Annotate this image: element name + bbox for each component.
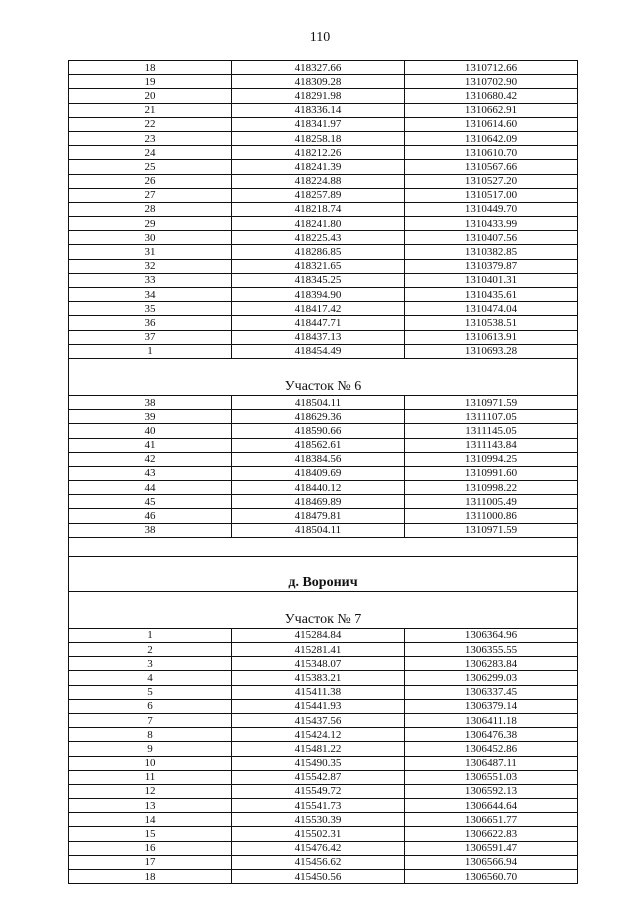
point-number-cell: 30: [69, 231, 232, 245]
y-coordinate-cell: 1310642.09: [405, 131, 578, 145]
point-number-cell: 14: [69, 813, 232, 827]
x-coordinate-cell: 418384.56: [232, 452, 405, 466]
x-coordinate-cell: 418590.66: [232, 424, 405, 438]
x-coordinate-cell: 418241.80: [232, 217, 405, 231]
table-row: [69, 117, 578, 131]
table-row: [69, 466, 578, 480]
table-row: [69, 188, 578, 202]
y-coordinate-cell: 1306379.14: [405, 699, 578, 713]
table-row: [69, 160, 578, 174]
point-number-cell: 44: [69, 481, 232, 495]
table-row: [69, 245, 578, 259]
point-number-cell: 40: [69, 424, 232, 438]
y-coordinate-cell: 1306592.13: [405, 784, 578, 798]
x-coordinate-cell: 415411.38: [232, 685, 405, 699]
coordinates-table: [68, 60, 578, 884]
table-block-1: [69, 61, 578, 359]
point-number-cell: 45: [69, 495, 232, 509]
table-row: [69, 344, 578, 358]
y-coordinate-cell: 1306299.03: [405, 671, 578, 685]
y-coordinate-cell: 1310382.85: [405, 245, 578, 259]
y-coordinate-cell: 1310610.70: [405, 146, 578, 160]
x-coordinate-cell: 418241.39: [232, 160, 405, 174]
page-number: 110: [309, 30, 331, 45]
x-coordinate-cell: 418212.26: [232, 146, 405, 160]
point-number-cell: 6: [69, 699, 232, 713]
table-row: [69, 217, 578, 231]
x-coordinate-cell: 418321.65: [232, 259, 405, 273]
x-coordinate-cell: 418504.11: [232, 395, 405, 409]
table-row: [69, 452, 578, 466]
table-row: [69, 288, 578, 302]
table-row: [69, 713, 578, 727]
point-number-cell: 19: [69, 75, 232, 89]
x-coordinate-cell: 418469.89: [232, 495, 405, 509]
table-row: [69, 395, 578, 409]
x-coordinate-cell: 418447.71: [232, 316, 405, 330]
y-coordinate-cell: 1310433.99: [405, 217, 578, 231]
point-number-cell: 41: [69, 438, 232, 452]
point-number-cell: 38: [69, 523, 232, 537]
y-coordinate-cell: 1310407.56: [405, 231, 578, 245]
point-number-cell: 8: [69, 728, 232, 742]
point-number-cell: 20: [69, 89, 232, 103]
point-number-cell: 3: [69, 657, 232, 671]
point-number-cell: 26: [69, 174, 232, 188]
y-coordinate-cell: 1310971.59: [405, 523, 578, 537]
point-number-cell: 34: [69, 288, 232, 302]
x-coordinate-cell: 418218.74: [232, 202, 405, 216]
y-coordinate-cell: 1310613.91: [405, 330, 578, 344]
table-row: [69, 870, 578, 884]
y-coordinate-cell: 1306487.11: [405, 756, 578, 770]
y-coordinate-cell: 1306476.38: [405, 728, 578, 742]
x-coordinate-cell: 418225.43: [232, 231, 405, 245]
table-row: [69, 827, 578, 841]
y-coordinate-cell: 1306355.55: [405, 643, 578, 657]
point-number-cell: 28: [69, 202, 232, 216]
x-coordinate-cell: 418336.14: [232, 103, 405, 117]
point-number-cell: 2: [69, 643, 232, 657]
table-section-7: [69, 628, 578, 883]
table-row: [69, 657, 578, 671]
table-row: [69, 728, 578, 742]
y-coordinate-cell: 1310567.66: [405, 160, 578, 174]
table-row: [69, 330, 578, 344]
y-coordinate-cell: 1310693.28: [405, 344, 578, 358]
y-coordinate-cell: 1306644.64: [405, 799, 578, 813]
point-number-cell: 22: [69, 117, 232, 131]
table-row: [69, 316, 578, 330]
point-number-cell: 12: [69, 784, 232, 798]
point-number-cell: 9: [69, 742, 232, 756]
x-coordinate-cell: 418440.12: [232, 481, 405, 495]
table-row: [69, 509, 578, 523]
point-number-cell: 42: [69, 452, 232, 466]
table-section-6: [69, 395, 578, 537]
x-coordinate-cell: 415481.22: [232, 742, 405, 756]
table-row: [69, 174, 578, 188]
y-coordinate-cell: 1310614.60: [405, 117, 578, 131]
x-coordinate-cell: 418504.11: [232, 523, 405, 537]
y-coordinate-cell: 1310680.42: [405, 89, 578, 103]
y-coordinate-cell: 1311145.05: [405, 424, 578, 438]
point-number-cell: 7: [69, 713, 232, 727]
x-coordinate-cell: 415541.73: [232, 799, 405, 813]
section-7-title: Участок № 7: [69, 591, 578, 628]
table-row: [69, 643, 578, 657]
village-title: д. Воронич: [69, 556, 578, 591]
table-row: [69, 685, 578, 699]
table-row: [69, 131, 578, 145]
table-row: [69, 855, 578, 869]
point-number-cell: 1: [69, 344, 232, 358]
table-row: [69, 103, 578, 117]
x-coordinate-cell: 415490.35: [232, 756, 405, 770]
x-coordinate-cell: 418345.25: [232, 273, 405, 287]
x-coordinate-cell: 418257.89: [232, 188, 405, 202]
y-coordinate-cell: 1306560.70: [405, 870, 578, 884]
y-coordinate-cell: 1311000.86: [405, 509, 578, 523]
table-row: [69, 628, 578, 642]
point-number-cell: 33: [69, 273, 232, 287]
table-row: [69, 61, 578, 75]
x-coordinate-cell: 418327.66: [232, 61, 405, 75]
point-number-cell: 11: [69, 770, 232, 784]
x-coordinate-cell: 418341.97: [232, 117, 405, 131]
x-coordinate-cell: 415450.56: [232, 870, 405, 884]
y-coordinate-cell: 1310662.91: [405, 103, 578, 117]
point-number-cell: 18: [69, 61, 232, 75]
table-row: [69, 424, 578, 438]
point-number-cell: 4: [69, 671, 232, 685]
x-coordinate-cell: 415284.84: [232, 628, 405, 642]
point-number-cell: 18: [69, 870, 232, 884]
point-number-cell: 5: [69, 685, 232, 699]
y-coordinate-cell: 1306452.86: [405, 742, 578, 756]
y-coordinate-cell: 1310971.59: [405, 395, 578, 409]
point-number-cell: 25: [69, 160, 232, 174]
x-coordinate-cell: 415441.93: [232, 699, 405, 713]
y-coordinate-cell: 1310435.61: [405, 288, 578, 302]
table-row: [69, 813, 578, 827]
x-coordinate-cell: 418258.18: [232, 131, 405, 145]
x-coordinate-cell: 415281.41: [232, 643, 405, 657]
y-coordinate-cell: 1310527.20: [405, 174, 578, 188]
point-number-cell: 32: [69, 259, 232, 273]
table-row: [69, 841, 578, 855]
point-number-cell: 1: [69, 628, 232, 642]
point-number-cell: 43: [69, 466, 232, 480]
point-number-cell: 37: [69, 330, 232, 344]
table-row: [69, 89, 578, 103]
table-row: [69, 75, 578, 89]
x-coordinate-cell: 418224.88: [232, 174, 405, 188]
x-coordinate-cell: 415437.56: [232, 713, 405, 727]
x-coordinate-cell: 418409.69: [232, 466, 405, 480]
table-row: [69, 784, 578, 798]
y-coordinate-cell: 1310712.66: [405, 61, 578, 75]
point-number-cell: 29: [69, 217, 232, 231]
section-6-header: [69, 358, 578, 395]
table-row: [69, 273, 578, 287]
table-row: [69, 231, 578, 245]
x-coordinate-cell: 415502.31: [232, 827, 405, 841]
point-number-cell: 24: [69, 146, 232, 160]
x-coordinate-cell: 418454.49: [232, 344, 405, 358]
y-coordinate-cell: 1306566.94: [405, 855, 578, 869]
x-coordinate-cell: 418394.90: [232, 288, 405, 302]
x-coordinate-cell: 415383.21: [232, 671, 405, 685]
point-number-cell: 15: [69, 827, 232, 841]
table-row: [69, 699, 578, 713]
y-coordinate-cell: 1310449.70: [405, 202, 578, 216]
point-number-cell: 36: [69, 316, 232, 330]
x-coordinate-cell: 415456.62: [232, 855, 405, 869]
x-coordinate-cell: 415549.72: [232, 784, 405, 798]
x-coordinate-cell: 418417.42: [232, 302, 405, 316]
y-coordinate-cell: 1306411.18: [405, 713, 578, 727]
table-row: [69, 799, 578, 813]
y-coordinate-cell: 1310991.60: [405, 466, 578, 480]
y-coordinate-cell: 1310474.04: [405, 302, 578, 316]
point-number-cell: 16: [69, 841, 232, 855]
y-coordinate-cell: 1306364.96: [405, 628, 578, 642]
x-coordinate-cell: 418437.13: [232, 330, 405, 344]
point-number-cell: 13: [69, 799, 232, 813]
y-coordinate-cell: 1310401.31: [405, 273, 578, 287]
table-row: [69, 410, 578, 424]
point-number-cell: 21: [69, 103, 232, 117]
y-coordinate-cell: 1306622.83: [405, 827, 578, 841]
x-coordinate-cell: 415476.42: [232, 841, 405, 855]
y-coordinate-cell: 1306283.84: [405, 657, 578, 671]
table-row: [69, 671, 578, 685]
y-coordinate-cell: 1310994.25: [405, 452, 578, 466]
point-number-cell: 27: [69, 188, 232, 202]
table-row: [69, 302, 578, 316]
x-coordinate-cell: 418309.28: [232, 75, 405, 89]
x-coordinate-cell: 418562.61: [232, 438, 405, 452]
x-coordinate-cell: 415348.07: [232, 657, 405, 671]
table-row: [69, 259, 578, 273]
table-row: [69, 770, 578, 784]
table-row: [69, 438, 578, 452]
y-coordinate-cell: 1310538.51: [405, 316, 578, 330]
table-row: [69, 742, 578, 756]
point-number-cell: 10: [69, 756, 232, 770]
blank-row: [69, 537, 578, 556]
x-coordinate-cell: 418286.85: [232, 245, 405, 259]
y-coordinate-cell: 1311107.05: [405, 410, 578, 424]
y-coordinate-cell: 1306651.77: [405, 813, 578, 827]
table-row: [69, 202, 578, 216]
y-coordinate-cell: 1310702.90: [405, 75, 578, 89]
point-number-cell: 46: [69, 509, 232, 523]
table-row: [69, 523, 578, 537]
y-coordinate-cell: 1306591.47: [405, 841, 578, 855]
x-coordinate-cell: 418291.98: [232, 89, 405, 103]
table-row: [69, 756, 578, 770]
x-coordinate-cell: 415530.39: [232, 813, 405, 827]
y-coordinate-cell: 1310517.00: [405, 188, 578, 202]
point-number-cell: 17: [69, 855, 232, 869]
y-coordinate-cell: 1310998.22: [405, 481, 578, 495]
y-coordinate-cell: 1311005.49: [405, 495, 578, 509]
section-6-title: Участок № 6: [69, 358, 578, 395]
x-coordinate-cell: 415424.12: [232, 728, 405, 742]
x-coordinate-cell: 418629.36: [232, 410, 405, 424]
table-row: [69, 481, 578, 495]
y-coordinate-cell: 1310379.87: [405, 259, 578, 273]
point-number-cell: 39: [69, 410, 232, 424]
table-row: [69, 146, 578, 160]
point-number-cell: 38: [69, 395, 232, 409]
y-coordinate-cell: 1306337.45: [405, 685, 578, 699]
x-coordinate-cell: 415542.87: [232, 770, 405, 784]
point-number-cell: 23: [69, 131, 232, 145]
x-coordinate-cell: 418479.81: [232, 509, 405, 523]
table-row: [69, 495, 578, 509]
village-header: [69, 537, 578, 628]
y-coordinate-cell: 1306551.03: [405, 770, 578, 784]
point-number-cell: 31: [69, 245, 232, 259]
y-coordinate-cell: 1311143.84: [405, 438, 578, 452]
point-number-cell: 35: [69, 302, 232, 316]
